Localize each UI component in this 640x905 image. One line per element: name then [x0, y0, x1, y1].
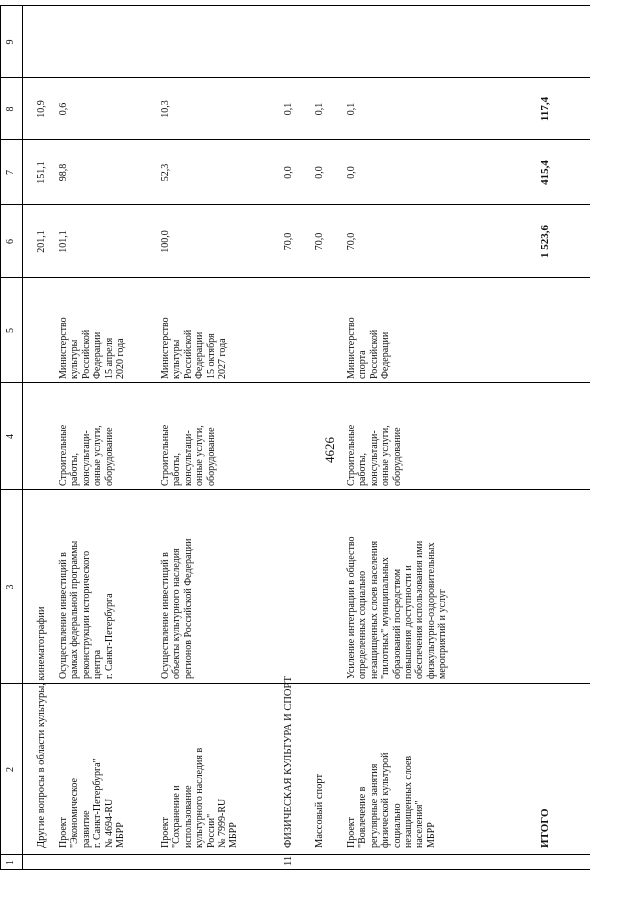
project2-col7: 52,3: [160, 163, 171, 182]
project1-col6: 101,1: [58, 230, 69, 253]
table-left-border: [0, 869, 590, 870]
project2-name: Проект "Сохранение и использование культурного наследия в России" № 7999-RU МБРР: [160, 747, 240, 848]
section-other-culture: Другие вопросы в области культуры, кинематографии: [36, 606, 47, 848]
section-11-col8: 0,1: [283, 102, 294, 116]
table-right-border: [0, 5, 590, 6]
total-col7: 415,4: [539, 160, 551, 185]
project3-name: Проект "Вовлечение в регулярные занятия физической культурой социально незащищенных слоев населения" МБРР: [346, 752, 437, 848]
row-other-col6: 201,1: [36, 230, 47, 253]
column-divider: [0, 77, 590, 78]
project1-agency: Министерство культуры Российской Федерации 15 апреля 2020 года: [58, 317, 127, 379]
project3-col7: 0,0: [346, 166, 357, 179]
column-number-8: 8: [5, 106, 16, 112]
column-divider: [0, 277, 590, 278]
project2-col8: 10,3: [160, 100, 171, 118]
budget-table: [0, 5, 590, 870]
section-11-title: ФИЗИЧЕСКАЯ КУЛЬТУРА И СПОРТ: [283, 676, 294, 848]
project1-type: Строительные работы, консультаци- онные услуги, оборудование: [58, 424, 115, 486]
column-divider: [0, 204, 590, 205]
mass-sport-col8: 0,1: [314, 102, 325, 116]
row-other-col7: 151,1: [36, 161, 47, 184]
project2-purpose: Осуществление инвестиций в объекты культурного наследия регионов Российской Федерации: [160, 538, 194, 679]
project3-type: Строительные работы, консультаци- онные услуги, оборудование: [346, 424, 403, 486]
column-divider: [0, 139, 590, 140]
column-number-3: 3: [5, 584, 16, 590]
mass-sport-title: Массовый спорт: [314, 773, 325, 848]
project2-col6: 100,0: [160, 230, 171, 253]
mass-sport-col6: 70,0: [314, 232, 325, 251]
project1-purpose: Осуществление инвестиций в рамках федеральной программы реконструкции исторического центра г. Санкт-Петербурга: [58, 540, 115, 679]
project2-agency: Министерство культуры Российской Федерации 15 октября 2027 года: [160, 317, 229, 379]
mass-sport-col7: 0,0: [314, 166, 325, 179]
column-number-5: 5: [5, 328, 16, 333]
column-number-2: 2: [5, 767, 16, 772]
row-other-col8: 10,9: [36, 100, 47, 118]
section-11-col7: 0,0: [283, 166, 294, 179]
column-number-9: 9: [5, 39, 16, 45]
project3-purpose: Усиление интеграции в общество определенных социально незащищенных слоев населения "пилотных" муниципальных образований посредством повышения доступности и обеспечения использования ими физкультурно-оздоровительных мероприятий и услуг: [346, 536, 449, 679]
project3-agency: Министерство спорта Российской Федерации: [346, 317, 392, 379]
project1-col8: 0,6: [58, 102, 69, 116]
column-number-6: 6: [5, 239, 16, 244]
total-label: ИТОГО: [539, 808, 551, 848]
column-divider: [0, 854, 590, 855]
section-11-number: 11: [283, 855, 294, 866]
total-col6: 1 523,6: [539, 225, 551, 258]
section-11-col6: 70,0: [283, 232, 294, 251]
header-bottom-rule: [22, 5, 23, 870]
total-col8: 117,4: [539, 96, 551, 122]
project3-col8: 0,1: [346, 102, 357, 116]
column-number-1: 1: [5, 860, 16, 865]
project2-type: Строительные работы, консультаци- онные услуги, оборудование: [160, 424, 217, 486]
column-divider: [0, 683, 590, 684]
project1-col7: 98,8: [58, 163, 69, 182]
column-number-7: 7: [5, 170, 16, 175]
page-number: 4626: [322, 437, 337, 463]
column-divider: [0, 489, 590, 490]
column-divider: [0, 382, 590, 383]
project3-col6: 70,0: [346, 232, 357, 251]
column-number-4: 4: [5, 434, 16, 439]
project1-name: Проект "Экономическое развитие г. Санкт-Петербурга" № 4694-RU МБРР: [58, 758, 127, 848]
